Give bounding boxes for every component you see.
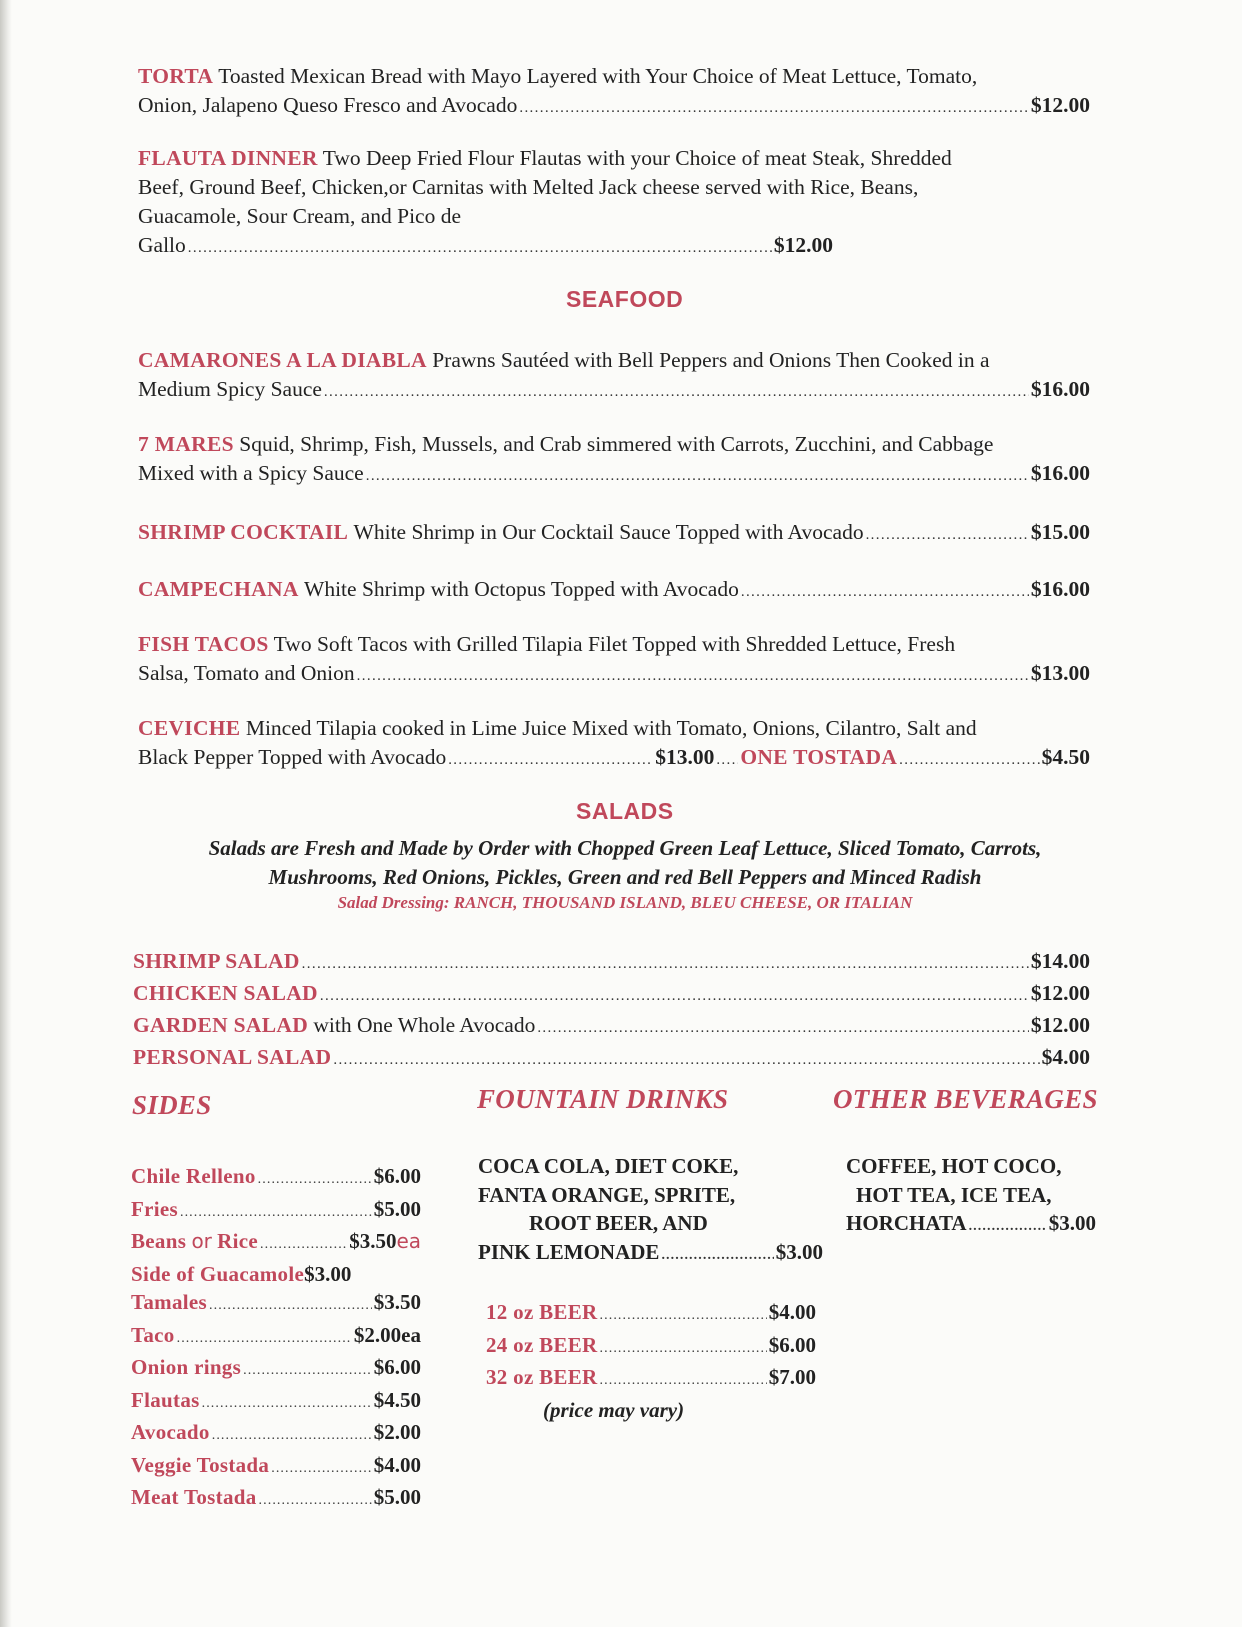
salads-desc-line: Salads are Fresh and Made by Order with Chopped Green Leaf Lettuce, Sliced Tomato, Carrots, xyxy=(208,836,1042,860)
item-desc: Squid, Shrimp, Fish, Mussels, and Crab simmered with Carrots, Zucchini, and Cabbage xyxy=(239,432,994,456)
item-price: $16.00 xyxy=(1030,377,1090,401)
item-price: $15.00 xyxy=(1030,520,1090,544)
drink-line: COCA COLA, DIET COKE, xyxy=(478,1154,739,1178)
tostada-price: $4.50 xyxy=(1041,745,1090,769)
item-name: Avocado xyxy=(131,1420,210,1444)
item-price: $4.00 xyxy=(1041,1045,1090,1069)
item-name: CAMPECHANA xyxy=(138,577,299,601)
item-price: $6.00 xyxy=(768,1332,816,1357)
list-item xyxy=(131,1418,421,1451)
item-price: $4.00 xyxy=(768,1300,816,1324)
item-name: CEVICHE xyxy=(138,716,241,740)
item-desc: Onion, Jalapeno Queso Fresco and Avocado xyxy=(138,93,518,117)
list-item xyxy=(131,1353,421,1386)
item-name: Chile Relleno xyxy=(131,1164,256,1188)
list-item xyxy=(133,1043,1090,1075)
item-price: $5.00 xyxy=(373,1485,421,1509)
item-name: TORTA xyxy=(138,64,214,88)
drink-price-line xyxy=(846,1209,1096,1242)
item-desc: Beef, Ground Beef, Chicken,or Carnitas with Melted Jack cheese served with Rice, Beans, xyxy=(138,175,919,199)
item-price: $2.00 xyxy=(373,1420,421,1444)
section-heading-other-beverages: OTHER BEVERAGES xyxy=(833,1084,1098,1114)
list-item xyxy=(131,1227,421,1260)
menu-item-ceviche xyxy=(138,714,1090,775)
item-name: Onion rings xyxy=(131,1355,242,1379)
item-name: Flautas xyxy=(131,1387,200,1412)
drink-line: FANTA ORANGE, SPRITE, xyxy=(478,1182,736,1207)
item-price: $6.00 xyxy=(373,1164,421,1188)
item-desc: Toasted Mexican Bread with Mayo Layered with Your Choice of Meat Lettuce, Tomato, xyxy=(218,64,978,88)
item-price: $12.00 xyxy=(1030,93,1090,117)
item-price: $3.00 xyxy=(1048,1211,1096,1235)
item-price: $16.00 xyxy=(1030,577,1090,601)
menu-item-campechana xyxy=(138,575,1090,607)
menu-item-flauta-dinner xyxy=(138,144,1090,263)
drink-price-line xyxy=(478,1238,823,1271)
item-price: $2.00ea xyxy=(353,1322,421,1347)
item-name: 32 oz BEER xyxy=(486,1365,598,1389)
item-price: $4.50 xyxy=(373,1387,421,1412)
list-item xyxy=(133,979,1090,1011)
menu-item-camarones xyxy=(138,346,1090,407)
handwritten-ea: ea xyxy=(396,1229,421,1253)
item-name: 24 oz BEER xyxy=(486,1332,598,1357)
item-price: $12.00 xyxy=(1030,1013,1090,1037)
item-price: $13.00 xyxy=(655,745,715,769)
item-desc: Salsa, Tomato and Onion xyxy=(138,661,355,685)
item-desc: Prawns Sautéed with Bell Peppers and Onions Then Cooked in a xyxy=(432,348,990,372)
item-desc: Medium Spicy Sauce xyxy=(138,377,322,401)
list-item xyxy=(486,1298,816,1331)
item-price: $4.00 xyxy=(373,1452,421,1477)
list-item xyxy=(131,1260,421,1289)
beer-price-note: (price may vary) xyxy=(543,1397,685,1422)
handwritten-or: or xyxy=(191,1229,212,1253)
item-price: $3.00 xyxy=(775,1239,823,1264)
item-price: $3.50 xyxy=(373,1290,421,1314)
list-item xyxy=(133,947,1090,979)
item-price: $13.00 xyxy=(1030,661,1090,685)
salad-dressing-note: Salad Dressing: RANCH, THOUSAND ISLAND, BLEU CHEESE, OR ITALIAN xyxy=(337,893,913,912)
item-price: $12.00 xyxy=(1030,981,1090,1005)
item-price: $3.00 xyxy=(304,1261,352,1286)
item-name: Tamales xyxy=(131,1290,207,1314)
item-name: SHRIMP COCKTAIL xyxy=(138,520,349,544)
item-desc: Mixed with a Spicy Sauce xyxy=(138,461,364,485)
item-desc: Black Pepper Topped with Avocado xyxy=(138,745,447,769)
menu-item-fish-tacos xyxy=(138,630,1090,691)
list-item xyxy=(131,1483,421,1516)
salads-desc-line: Mushrooms, Red Onions, Pickles, Green and red Bell Peppers and Minced Radish xyxy=(268,865,982,889)
item-name: PERSONAL SALAD xyxy=(133,1045,332,1069)
list-item xyxy=(131,1321,421,1354)
item-price: $16.00 xyxy=(1030,461,1090,485)
menu-item-7-mares xyxy=(138,430,1090,491)
item-name: 7 MARES xyxy=(138,432,234,456)
list-item xyxy=(131,1386,421,1419)
drink-line: ROOT BEER, AND xyxy=(529,1211,708,1235)
list-item xyxy=(131,1195,421,1228)
tostada-label: ONE TOSTADA xyxy=(740,745,898,769)
section-heading-salads: SALADS xyxy=(576,798,674,824)
item-name: FLAUTA DINNER xyxy=(138,146,318,170)
other-beverages-block xyxy=(846,1152,1096,1242)
salad-list xyxy=(133,947,1090,1075)
item-desc: White Shrimp with Octopus Topped with Avocado xyxy=(304,577,739,601)
item-name: SHRIMP SALAD xyxy=(133,949,300,973)
item-desc: Two Soft Tacos with Grilled Tilapia Filet Topped with Shredded Lettuce, Fresh xyxy=(273,632,956,656)
list-item xyxy=(133,1011,1090,1043)
menu-item-shrimp-cocktail xyxy=(138,518,1090,550)
item-name: Side of Guacamole xyxy=(131,1261,305,1286)
item-price: $5.00 xyxy=(373,1196,421,1221)
list-item xyxy=(486,1331,816,1364)
section-heading-seafood: SEAFOOD xyxy=(566,286,684,312)
item-name: CAMARONES A LA DIABLA xyxy=(138,348,427,372)
beer-list xyxy=(486,1298,816,1424)
list-item xyxy=(486,1363,816,1396)
item-desc: White Shrimp in Our Cocktail Sauce Topped with Avocado xyxy=(353,520,864,544)
item-desc: Gallo xyxy=(138,233,186,257)
section-heading-fountain-drinks: FOUNTAIN DRINKS xyxy=(477,1084,729,1114)
drink-line: HOT TEA, ICE TEA, xyxy=(856,1182,1052,1207)
item-name: GARDEN SALAD xyxy=(133,1013,309,1037)
list-item xyxy=(131,1162,421,1195)
item-price: $14.00 xyxy=(1030,949,1090,973)
menu-item-torta xyxy=(138,62,1090,123)
item-name: FISH TACOS xyxy=(138,632,269,656)
item-desc: Guacamole, Sour Cream, and Pico de xyxy=(138,204,462,228)
list-item xyxy=(131,1451,421,1484)
item-price: $6.00 xyxy=(373,1355,421,1379)
item-price: $7.00 xyxy=(768,1365,816,1389)
item-desc: Two Deep Fried Flour Flautas with your Choice of meat Steak, Shredded xyxy=(322,146,952,170)
salads-description xyxy=(130,834,1120,892)
drink-line: COFFEE, HOT COCO, xyxy=(846,1154,1062,1178)
sides-list xyxy=(131,1162,421,1516)
drink-line: HORCHATA xyxy=(846,1211,967,1235)
list-item xyxy=(131,1288,421,1321)
item-name: CHICKEN SALAD xyxy=(133,981,318,1005)
item-name: Beans xyxy=(131,1229,187,1253)
item-name: 12 oz BEER xyxy=(486,1300,598,1324)
item-desc: Minced Tilapia cooked in Lime Juice Mixed with Tomato, Onions, Cilantro, Salt and xyxy=(245,716,977,740)
item-name: Rice xyxy=(217,1229,258,1253)
item-price: $3.50 xyxy=(349,1229,397,1253)
item-name: Taco xyxy=(131,1322,175,1347)
item-price: $12.00 xyxy=(773,233,833,257)
item-name: Veggie Tostada xyxy=(131,1452,270,1477)
fountain-drinks-block xyxy=(478,1152,823,1270)
item-desc: with One Whole Avocado xyxy=(313,1013,536,1037)
drink-line: PINK LEMONADE xyxy=(478,1239,660,1264)
item-name: Meat Tostada xyxy=(131,1485,257,1509)
item-name: Fries xyxy=(131,1196,178,1221)
section-heading-sides: SIDES xyxy=(132,1090,212,1120)
